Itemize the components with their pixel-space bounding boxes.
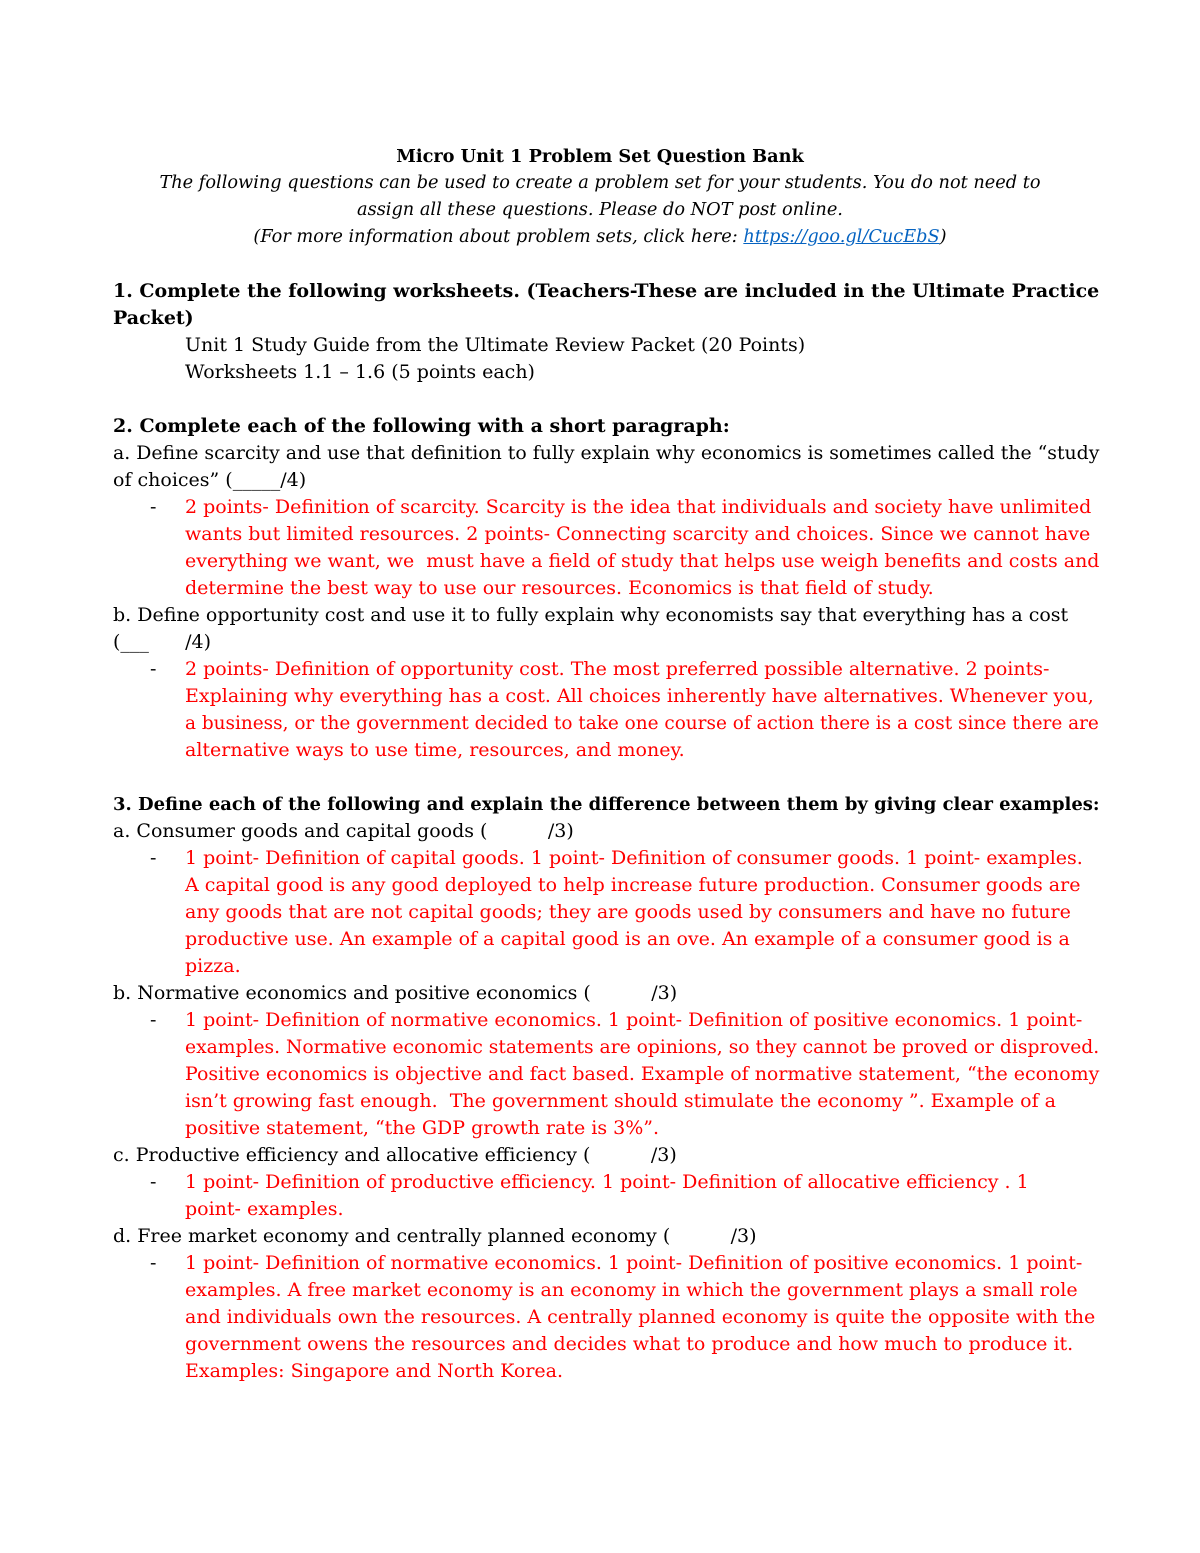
q2b-line-1: b. Define opportunity cost and use it to fully explain why economists say that everything has a cost [113,604,1069,626]
q2b-line-2: (___ /4) [113,631,212,653]
q2a-answer-line: wants but limited resources. 2 points- Connecting scarcity and choices. Since we cannot have [185,523,1091,545]
q3c-answer-line: 1 point- Definition of productive efficiency. 1 point- Definition of allocative efficiency . 1 [185,1171,1029,1193]
q3b-bullet: - [150,1009,157,1031]
page-title: Micro Unit 1 Problem Set Question Bank [396,146,804,167]
q3a-answer-line: productive use. An example of a capital good is an ove. An example of a consumer good is a [185,928,1070,950]
q3-heading: 3. Define each of the following and explain the difference between them by giving clear examples: [113,794,1100,815]
q3b-answer-line: examples. Normative economic statements are opinions, so they cannot be proved or disproved. [185,1037,1100,1058]
q3a-bullet: - [150,847,157,869]
q3b-answer-line: Positive economics is objective and fact based. Example of normative statement, “the economy [185,1063,1100,1085]
q2a-line-2: of choices” (_____/4) [113,469,307,491]
q3d-answer-line: Examples: Singapore and North Korea. [185,1360,564,1382]
q2-heading: 2. Complete each of the following with a short paragraph: [113,415,730,437]
q2b-answer-line: alternative ways to use time, resources, and money. [185,739,685,761]
q2a-answer-line: everything we want, we must have a field of study that helps use weigh benefits and costs and [185,550,1100,572]
info-suffix: ) [939,227,947,247]
q3d-bullet: - [150,1252,157,1274]
q3a-line: a. Consumer goods and capital goods ( /3) [113,820,574,842]
q3a-answer-line: any goods that are not capital goods; they are goods used by consumers and have no future [185,901,1071,923]
intro-line-2: assign all these questions. Please do NOT post online. [357,200,843,220]
q2b-answer-line: a business, or the government decided to take one course of action there is a cost since there are [185,713,1099,734]
info-line [0,224,1200,251]
q3b-answer-line: positive statement, “the GDP growth rate is 3%”. [185,1117,660,1139]
intro-line-1: The following questions can be used to create a problem set for your students. You do not need to [159,173,1041,193]
q3c-line: c. Productive efficiency and allocative efficiency ( /3) [113,1144,677,1166]
q2a-bullet: - [150,496,157,518]
q2a-answer-line: determine the best way to use our resources. Economics is that field of study. [185,577,934,599]
q3a-answer-line: pizza. [185,955,241,977]
info-prefix: (For more information about problem sets, click here: [253,227,744,247]
q1-heading-line-2: Packet) [113,307,194,329]
q3c-answer-line: point- examples. [185,1198,344,1220]
q2a-line-1: a. Define scarcity and use that definition to fully explain why economics is sometimes called the “study [113,442,1100,464]
q3b-answer-line: isn’t growing fast enough. The government should stimulate the economy ”. Example of a [185,1090,1056,1112]
q2b-answer-line: Explaining why everything has a cost. All choices inherently have alternatives. Whenever you, [185,685,1094,707]
q3b-line: b. Normative economics and positive economics ( /3) [113,982,678,1004]
q2a-answer-line: 2 points- Definition of scarcity. Scarcity is the idea that individuals and society have unlimited [185,496,1092,518]
q3d-line: d. Free market economy and centrally planned economy ( /3) [113,1225,757,1247]
q1-item-study-guide: Unit 1 Study Guide from the Ultimate Review Packet (20 Points) [185,334,806,356]
q3c-bullet: - [150,1171,157,1193]
q1-item-worksheets: Worksheets 1.1 – 1.6 (5 points each) [185,361,535,383]
problem-sets-link[interactable]: https://goo.gl/CucEbS [743,227,940,247]
q3d-answer-line: examples. A free market economy is an economy in which the government plays a small role [185,1279,1078,1301]
q2b-answer-line: 2 points- Definition of opportunity cost. The most preferred possible alternative. 2 points- [185,658,1050,680]
q1-heading-line-1: 1. Complete the following worksheets. (Teachers-These are included in the Ultimate Practice [113,280,1100,302]
q3a-answer-line: A capital good is any good deployed to help increase future production. Consumer goods are [185,874,1081,896]
q3d-answer-line: 1 point- Definition of normative economics. 1 point- Definition of positive economics. 1 point- [185,1252,1083,1274]
q3d-answer-line: and individuals own the resources. A centrally planned economy is quite the opposite with the [185,1306,1096,1328]
q3d-answer-line: government owens the resources and decides what to produce and how much to produce it. [185,1333,1074,1355]
q3a-answer-line: 1 point- Definition of capital goods. 1 point- Definition of consumer goods. 1 point- examples. [185,847,1083,869]
q2b-bullet: - [150,658,157,680]
q3b-answer-line: 1 point- Definition of normative economics. 1 point- Definition of positive economics. 1 point- [185,1009,1083,1031]
